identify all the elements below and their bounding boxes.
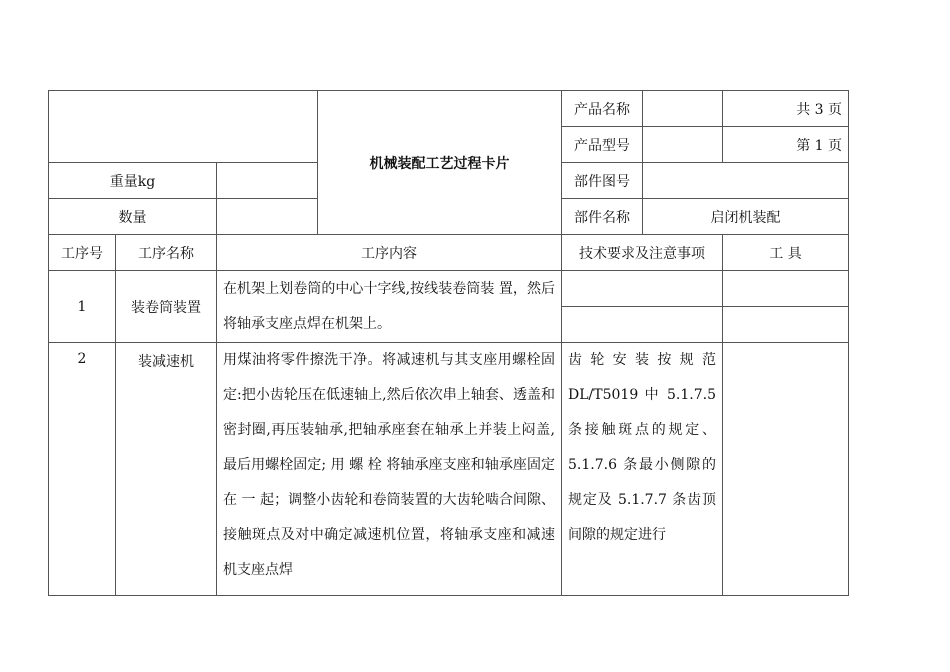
card-title: 机械装配工艺过程卡片 xyxy=(318,91,562,235)
logo-cell xyxy=(49,91,318,163)
weight-value xyxy=(217,163,318,199)
row1-step-name: 装卷筒装置 xyxy=(116,271,217,343)
page-number: 第 1 页 xyxy=(723,127,849,163)
col-tools: 工 具 xyxy=(723,235,849,271)
weight-label: 重量kg xyxy=(49,163,217,199)
row2-step-no: 2 xyxy=(49,343,116,596)
quantity-label: 数量 xyxy=(49,199,217,235)
row1-step-content: 在机架上划卷筒的中心十字线,按线装卷筒装 置，然后将轴承支座点焊在机架上。 xyxy=(217,271,562,343)
part-name-label: 部件名称 xyxy=(562,199,643,235)
row1-tech-requirements-extra xyxy=(562,307,723,343)
col-tech-requirements: 技术要求及注意事项 xyxy=(562,235,723,271)
part-drawing-label: 部件图号 xyxy=(562,163,643,199)
product-name-label: 产品名称 xyxy=(562,91,643,127)
col-step-no: 工序号 xyxy=(49,235,116,271)
row2-step-content: 用煤油将零件擦洗干净。将减速机与其支座用螺栓固定:把小齿轮压在低速轴上,然后依次串上轴套、透盖和密封圈,再压装轴承,把轴承座套在轴承上并装上闷盖,最后用螺栓固定; 用 螺 栓 将轴承座支座和轴承座固定在 一 起；调整小齿轮和卷筒装置的大齿轮啮合间隙、接触斑点及对中确定减速机位置，将轴承支座和减速机支座点焊 xyxy=(217,343,562,596)
product-model-label: 产品型号 xyxy=(562,127,643,163)
part-drawing-value xyxy=(643,163,849,199)
row2-tools xyxy=(723,343,849,596)
row2-step-name: 装减速机 xyxy=(116,343,217,596)
quantity-value xyxy=(217,199,318,235)
assembly-process-card xyxy=(48,90,849,596)
product-model-value xyxy=(643,127,723,163)
row2-tech-requirements: 齿轮安装按规范 DL/T5019 中 5.1.7.5 条接触斑点的规定、5.1.7.6 条最小侧隙的规定及 5.1.7.7 条齿顶间隙的规定进行 xyxy=(562,343,723,596)
col-step-name: 工序名称 xyxy=(116,235,217,271)
total-pages: 共 3 页 xyxy=(723,91,849,127)
row1-tools-extra xyxy=(723,307,849,343)
col-step-content: 工序内容 xyxy=(217,235,562,271)
row1-step-no: 1 xyxy=(49,271,116,343)
part-name-value: 启闭机装配 xyxy=(643,199,849,235)
product-name-value xyxy=(643,91,723,127)
row1-tech-requirements xyxy=(562,271,723,307)
row1-tools xyxy=(723,271,849,307)
